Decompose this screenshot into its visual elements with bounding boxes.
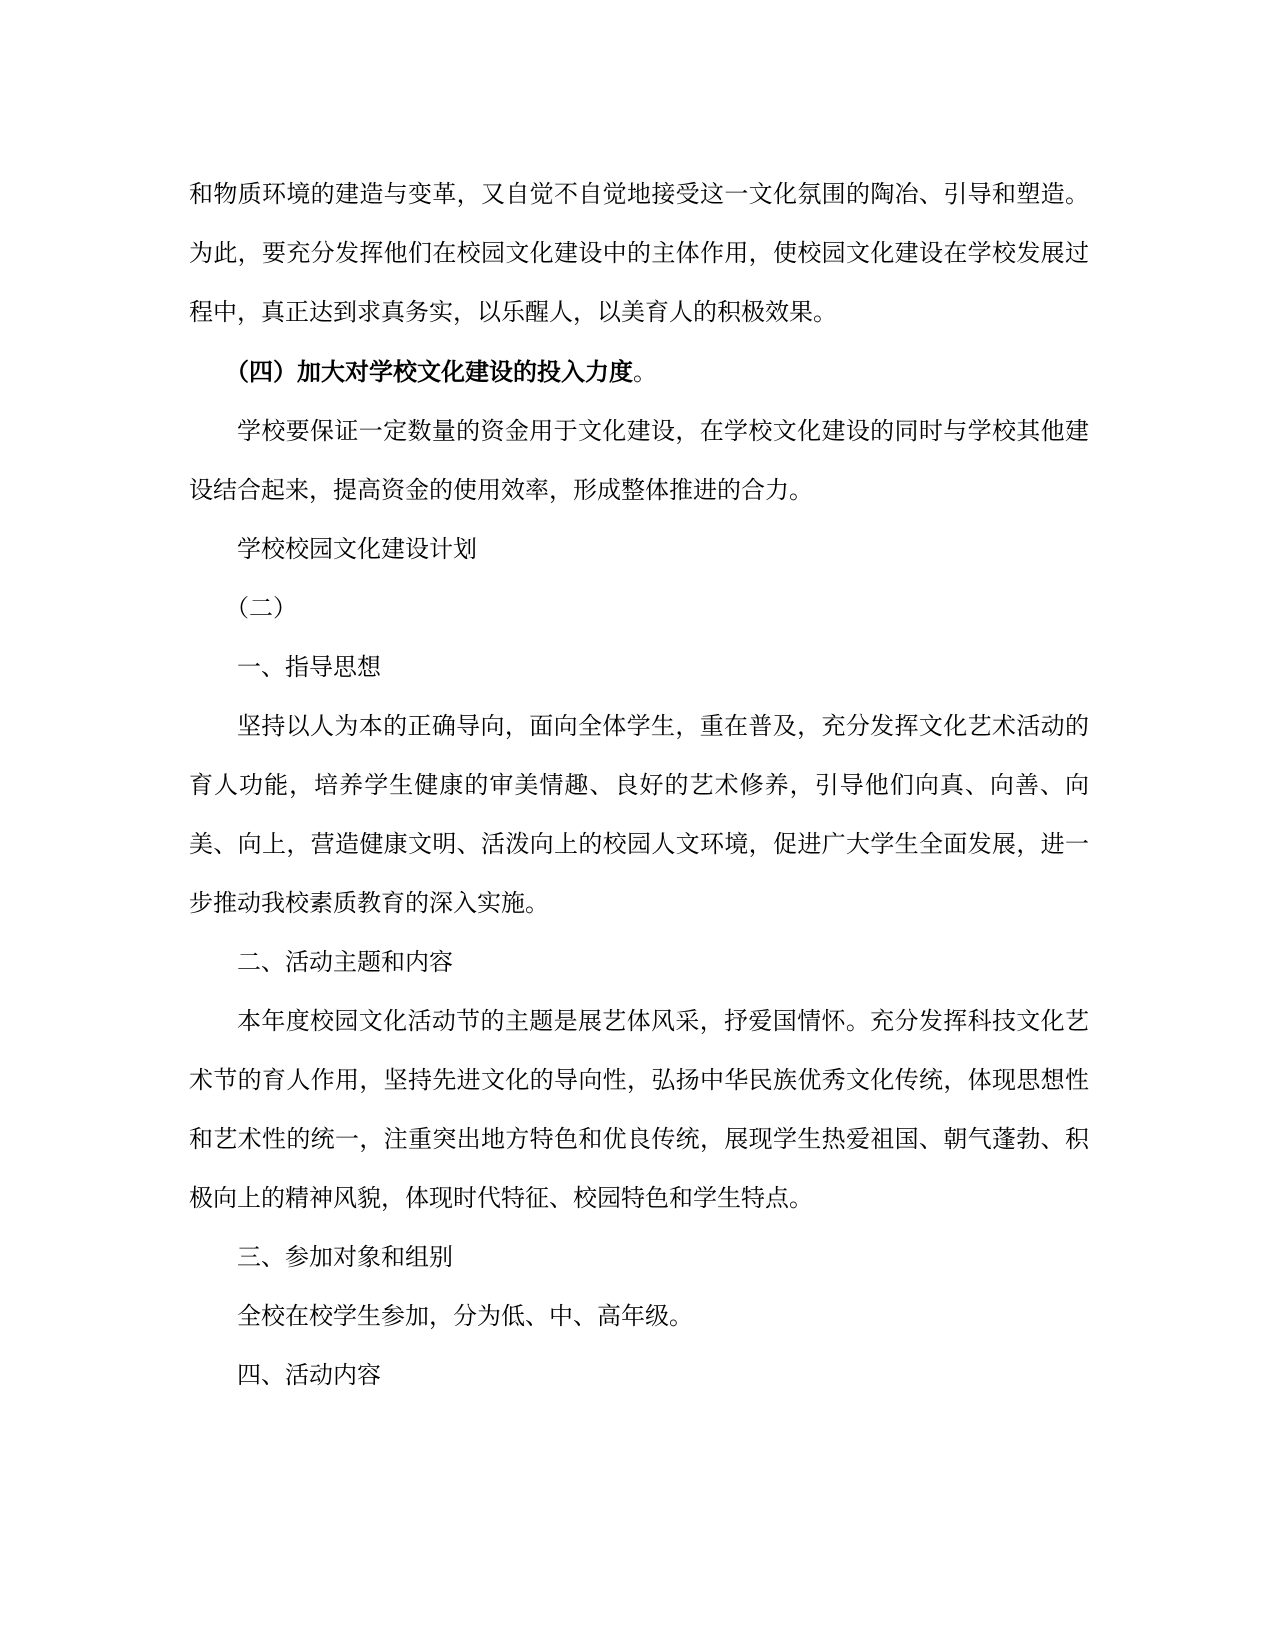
paragraph-continuation: 和物质环境的建造与变革，又自觉不自觉地接受这一文化氛围的陶冶、引导和塑造。为此，要充分发挥他们在校园文化建设中的主体作用，使校园文化建设在学校发展过程中，真正达到求真务实，以乐醒人，以美育人的积极效果。: [189, 180, 1089, 326]
document-subtitle: （二）: [225, 594, 297, 622]
section-guiding-ideology: 一、指导思想: [237, 653, 381, 681]
paragraph-funding: 学校要保证一定数量的资金用于文化建设，在学校文化建设的同时与学校其他建设结合起来，提高资金的使用效率，形成整体推进的合力。: [189, 417, 1089, 504]
section-heading-four-text: （四）加大对学校文化建设的投入力度: [225, 357, 633, 386]
section-participants: 三、参加对象和组别: [237, 1243, 453, 1271]
section-activity-content: 四、活动内容: [237, 1361, 381, 1389]
section-activity-theme: 二、活动主题和内容: [237, 948, 453, 976]
section-heading-four: [189, 342, 1089, 402]
document-body: [189, 165, 1089, 1405]
paragraph-participants: 全校在校学生参加，分为低、中、高年级。: [237, 1302, 693, 1330]
section-heading-four-period: 。: [633, 358, 657, 386]
paragraph-activity-theme: 本年度校园文化活动节的主题是展艺体风采，抒爱国情怀。充分发挥科技文化艺术节的育人作用，坚持先进文化的导向性，弘扬中华民族优秀文化传统，体现思想性和艺术性的统一，注重突出地方特色和优良传统，展现学生热爱祖国、朝气蓬勃、积极向上的精神风貌，体现时代特征、校园特色和学生特点。: [189, 1007, 1089, 1212]
paragraph-guiding-ideology: 坚持以人为本的正确导向，面向全体学生，重在普及，充分发挥文化艺术活动的育人功能，培养学生健康的审美情趣、良好的艺术修养，引导他们向真、向善、向美、向上，营造健康文明、活泼向上的校园人文环境，促进广大学生全面发展，进一步推动我校素质教育的深入实施。: [189, 712, 1089, 917]
document-title: 学校校园文化建设计划: [237, 535, 477, 563]
